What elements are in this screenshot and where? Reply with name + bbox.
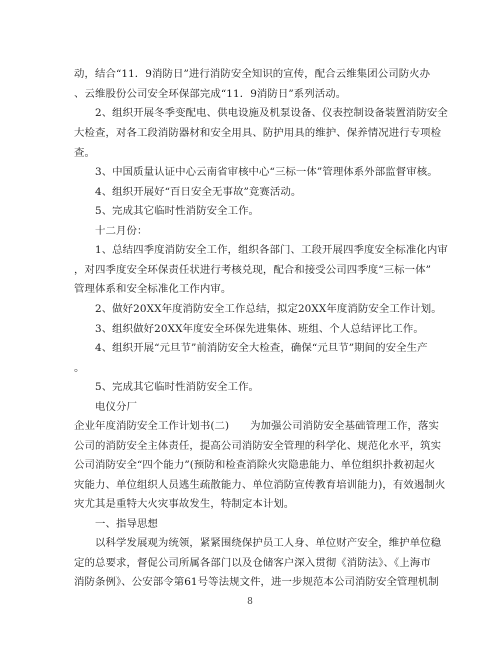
page-number: 8 xyxy=(247,597,253,607)
text-line: 4、组织开展“元旦节”前消防安全大检查，确保“元旦节”期间的安全生产 xyxy=(74,342,428,354)
text-line: 灾尤其是重特大火灾事故发生，特制定本计划。 xyxy=(74,498,295,510)
text-line: 消防条例》、公安部令第61号等法规文件，进一步规范本公司消防安全管理机制 xyxy=(74,576,439,588)
text-line: 管理体系和安全标准化工作内审。 xyxy=(74,283,232,295)
text-line: 公司消防安全“四个能力”(预防和检查消除火灾隐患能力、单位组织扑救初起火 xyxy=(74,459,436,471)
text-line: 5、完成其它临时性消防安全工作。 xyxy=(74,381,260,393)
text-line: 查。 xyxy=(74,147,95,159)
text-line: 3、中国质量认证中心云南省审核中心“三标一体”管理体系外部监督审核。 xyxy=(74,166,438,178)
text-line: 4、组织开展好“百日安全无事故”竞赛活动。 xyxy=(74,186,302,198)
text-line: 定的总要求，督促公司所属各部门以及仓储客户深入贯彻《消防法》、《上海市 xyxy=(74,557,431,569)
text-line: 、云维股份公司安全环保部完成“11．9消防日”系列活动。 xyxy=(74,88,347,100)
text-line: 3、组织做好20XX年度安全环保先进集体、班组、个人总结评比工作。 xyxy=(74,323,424,335)
text-line: 灾能力、单位组织人员逃生疏散能力、单位消防宣传教育培训能力)，有效遏制火 xyxy=(74,479,446,491)
text-line: 2、组织开展冬季变配电、供电设施及机泵设备、仪表控制设备装置消防安全 xyxy=(74,107,448,119)
text-line: 企业年度消防安全工作计划书(二) 为加强公司消防安全基础管理工作，落实 xyxy=(74,420,439,432)
text-line: 5、完成其它临时性消防安全工作。 xyxy=(74,205,260,217)
text-line: ，对四季度安全环保责任状进行考核兑现，配合和接受公司四季度“三标一体” xyxy=(74,264,432,276)
text-line: 一、指导思想 xyxy=(74,518,158,530)
text-line: 十二月份： xyxy=(74,225,148,237)
text-line: 公司的消防安全主体责任，提高公司消防安全管理的科学化、规范化水平，筑实 xyxy=(74,440,442,452)
text-line: 。 xyxy=(74,362,85,374)
text-line: 1、总结四季度消防安全工作，组织各部门、工段开展四季度安全标准化内审 xyxy=(74,244,448,256)
text-line: 以科学发展观为统领，紧紧围绕保护员工人身、单位财产安全，维护单位稳 xyxy=(74,537,442,549)
text-line: 大检查，对各工段消防器材和安全用具、防护用具的维护、保养情况进行专项检 xyxy=(74,127,442,139)
text-line: 2、做好20XX年度消防安全工作总结，拟定20XX年度消防安全工作计划。 xyxy=(74,303,442,315)
text-line: 动，结合“11．9消防日”进行消防安全知识的宣传，配合云维集团公司防火办 xyxy=(74,68,431,80)
text-line: 电仪分厂 xyxy=(74,401,137,413)
